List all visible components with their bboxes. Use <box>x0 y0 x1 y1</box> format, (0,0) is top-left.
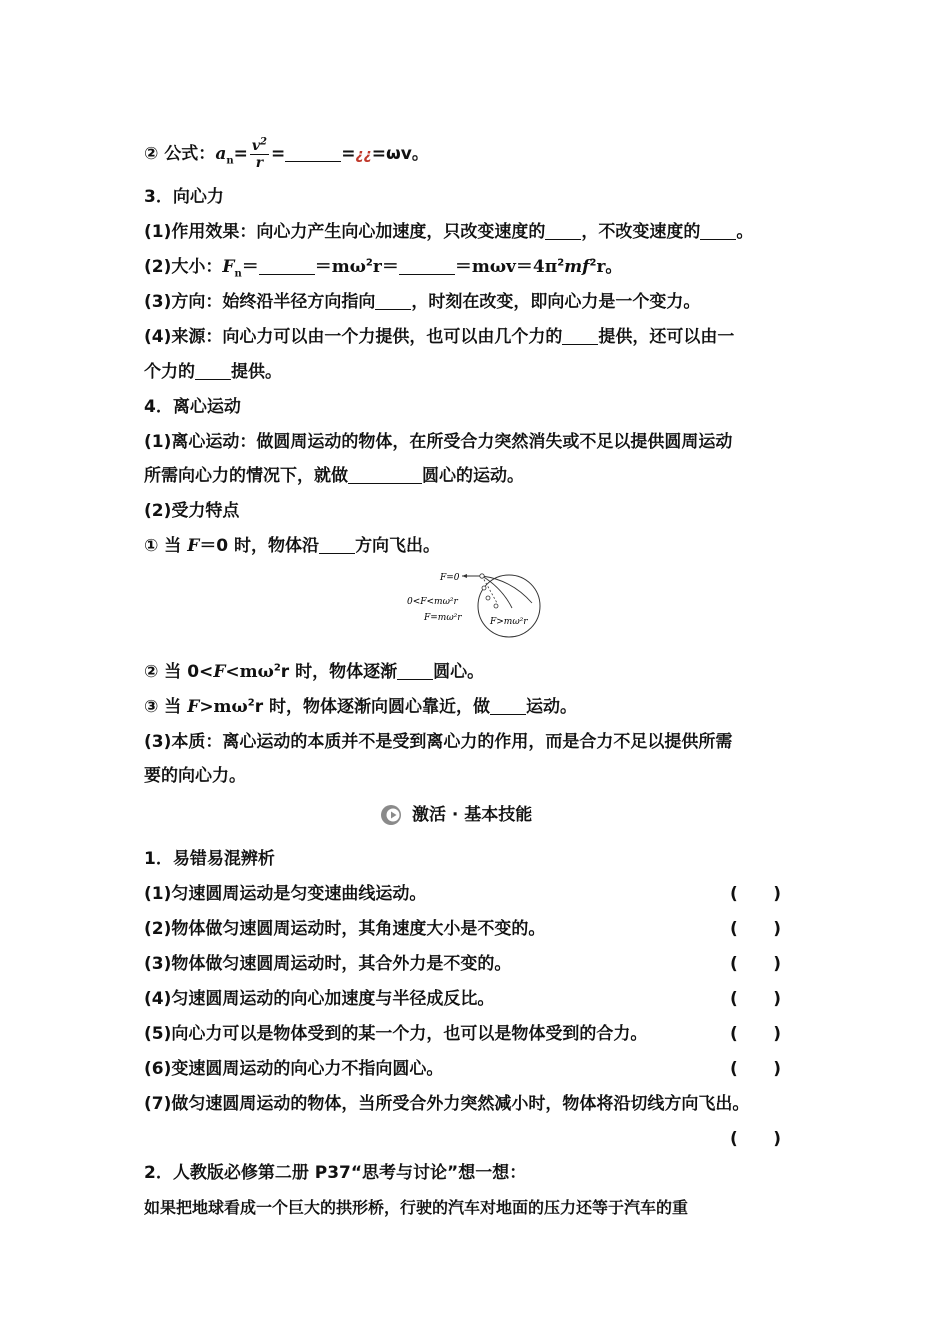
text: ＝mω <box>314 257 366 277</box>
section-header <box>380 803 532 827</box>
exponent: 2 <box>273 662 281 674</box>
subscript-n: n <box>234 268 242 280</box>
exponent: 2 <box>557 257 565 269</box>
text: 个力的 <box>144 362 195 382</box>
exponent: 2 <box>247 697 255 709</box>
arrowhead <box>462 574 467 578</box>
quiz-item: (5)向心力可以是物体受到的某一个力，也可以是物体受到的合力。 <box>144 1024 648 1044</box>
s4-p3: (3)本质：离心运动的本质并不是受到离心力的作用，而是合力不足以提供所需 <box>144 732 733 752</box>
blank[interactable] <box>397 663 433 680</box>
formula-equals-3: = <box>341 144 356 164</box>
play-circle-icon <box>380 804 402 826</box>
blank[interactable] <box>399 258 455 275</box>
text: ① 当 <box>144 536 188 556</box>
curve-inner <box>482 576 512 608</box>
s3-p1 <box>144 221 753 243</box>
formula-line <box>144 137 429 171</box>
s4-case2 <box>144 661 484 683</box>
answer-paren[interactable]: ( ) <box>730 954 782 974</box>
s3-p2 <box>144 256 622 278</box>
formula-marker: ② 公式： <box>144 144 216 164</box>
s3-p4 <box>144 326 734 348</box>
var-F: F <box>187 536 200 556</box>
blank[interactable] <box>285 145 341 162</box>
text: ＝ <box>241 257 259 277</box>
s4-p1: (1)离心运动：做圆周运动的物体，在所受合力突然消失或不足以提供圆周运动 <box>144 432 733 452</box>
text: 提供。 <box>231 362 282 382</box>
s4-p2: (2)受力特点 <box>144 501 240 521</box>
s4-p1-cont <box>144 465 524 487</box>
text: 运动。 <box>526 697 578 717</box>
answer-paren[interactable]: ( ) <box>730 884 782 904</box>
text: <mω <box>225 662 274 682</box>
answer-paren[interactable]: ( ) <box>730 1129 782 1149</box>
text: ＝mωv＝4π <box>454 257 558 277</box>
blank[interactable] <box>375 293 411 310</box>
text: 提供，还可以由一 <box>598 327 735 347</box>
text: 方向飞出。 <box>355 536 441 556</box>
object-point <box>494 604 498 608</box>
object-point <box>482 586 486 590</box>
text: ② 当 0< <box>144 662 214 682</box>
quiz-item: (3)物体做匀速圆周运动时，其合外力是不变的。 <box>144 954 512 974</box>
answer-paren[interactable]: ( ) <box>730 1059 782 1079</box>
text: r 时，物体逐渐 <box>280 662 398 682</box>
text: 所需向心力的情况下，就做 <box>144 466 348 486</box>
s4-case1 <box>144 535 440 557</box>
text: (3)方向：始终沿半径方向指向 <box>144 292 376 312</box>
formula-equals-2: = <box>270 144 286 164</box>
section-3-title: 3．向心力 <box>144 187 224 207</box>
answer-paren[interactable]: ( ) <box>730 919 782 939</box>
quiz-title: 1．易错易混辨析 <box>144 849 275 869</box>
unrendered-glyph: ¿¿ <box>355 147 372 163</box>
text: mf <box>564 257 590 277</box>
text: r 时，物体逐渐向圆心靠近，做 <box>254 697 491 717</box>
answer-paren[interactable]: ( ) <box>730 1024 782 1044</box>
quiz-item: (7)做匀速圆周运动的物体，当所受合外力突然减小时，物体将沿切线方向飞出。 <box>144 1094 750 1114</box>
fraction-exponent: 2 <box>260 135 267 147</box>
fraction-numerator: v <box>251 137 260 154</box>
object-point <box>480 574 484 578</box>
label-f-less: 0<F<mω²r <box>407 597 458 607</box>
text: r＝ <box>372 257 399 277</box>
blank[interactable] <box>700 223 736 240</box>
text: r。 <box>596 257 623 277</box>
fraction-v2-over-r <box>250 135 269 171</box>
object-point <box>486 596 490 600</box>
quiz-item: (4)匀速圆周运动的向心加速度与半径成反比。 <box>144 989 495 1009</box>
text: 圆心的运动。 <box>422 466 524 486</box>
s3-p4-cont <box>144 361 282 383</box>
s3-p3 <box>144 291 700 313</box>
formula-a: a <box>215 144 227 164</box>
blank[interactable] <box>195 363 231 380</box>
text: (2)大小： <box>144 257 223 277</box>
quiz-item: (2)物体做匀速圆周运动时，其角速度大小是不变的。 <box>144 919 546 939</box>
text: (1)作用效果：向心力产生向心加速度，只改变速度的 <box>144 222 546 242</box>
quiz-item: (1)匀速圆周运动是匀变速曲线运动。 <box>144 884 427 904</box>
var-F: F <box>222 257 235 277</box>
text: 。 <box>736 222 754 242</box>
blank[interactable] <box>348 467 422 484</box>
fraction-denominator: r <box>255 154 264 171</box>
blank[interactable] <box>259 258 315 275</box>
formula-subscript-n: n <box>226 155 234 167</box>
label-f-equal: F=mω²r <box>424 613 462 623</box>
exponent: 2 <box>589 257 597 269</box>
answer-paren[interactable]: ( ) <box>730 989 782 1009</box>
label-f-zero: F=0 <box>440 573 460 583</box>
text: ，不改变速度的 <box>581 222 701 242</box>
var-F: F <box>213 662 226 682</box>
s2-body: 如果把地球看成一个巨大的拱形桥，行驶的汽车对地面的压力还等于汽车的重 <box>144 1198 689 1217</box>
section-4-title: 4．离心运动 <box>144 397 241 417</box>
s4-p3-cont: 要的向心力。 <box>144 766 246 786</box>
blank[interactable] <box>562 328 598 345</box>
text: ，时刻在改变，即向心力是一个变力。 <box>411 292 701 312</box>
formula-equals: = <box>233 144 248 164</box>
text: >mω <box>199 697 248 717</box>
text: 圆心。 <box>433 662 485 682</box>
section-header-title: 激活 · 基本技能 <box>412 805 533 825</box>
blank[interactable] <box>319 537 355 554</box>
blank[interactable] <box>545 223 581 240</box>
label-f-greater: F>mω²r <box>490 617 528 627</box>
formula-tail: =ωv。 <box>371 144 429 164</box>
blank[interactable] <box>490 698 526 715</box>
text: ③ 当 <box>144 697 188 717</box>
var-F: F <box>187 697 200 717</box>
text: (4)来源：向心力可以由一个力提供，也可以由几个力的 <box>144 327 563 347</box>
centrifugal-diagram <box>402 568 552 638</box>
exponent: 2 <box>365 257 373 269</box>
text: ＝0 时，物体沿 <box>199 536 320 556</box>
quiz-item: (6)变速圆周运动的向心力不指向圆心。 <box>144 1059 444 1079</box>
s4-case3 <box>144 696 577 718</box>
s2-title: 2．人教版必修第二册 P37“思考与讨论”想一想： <box>144 1163 527 1183</box>
